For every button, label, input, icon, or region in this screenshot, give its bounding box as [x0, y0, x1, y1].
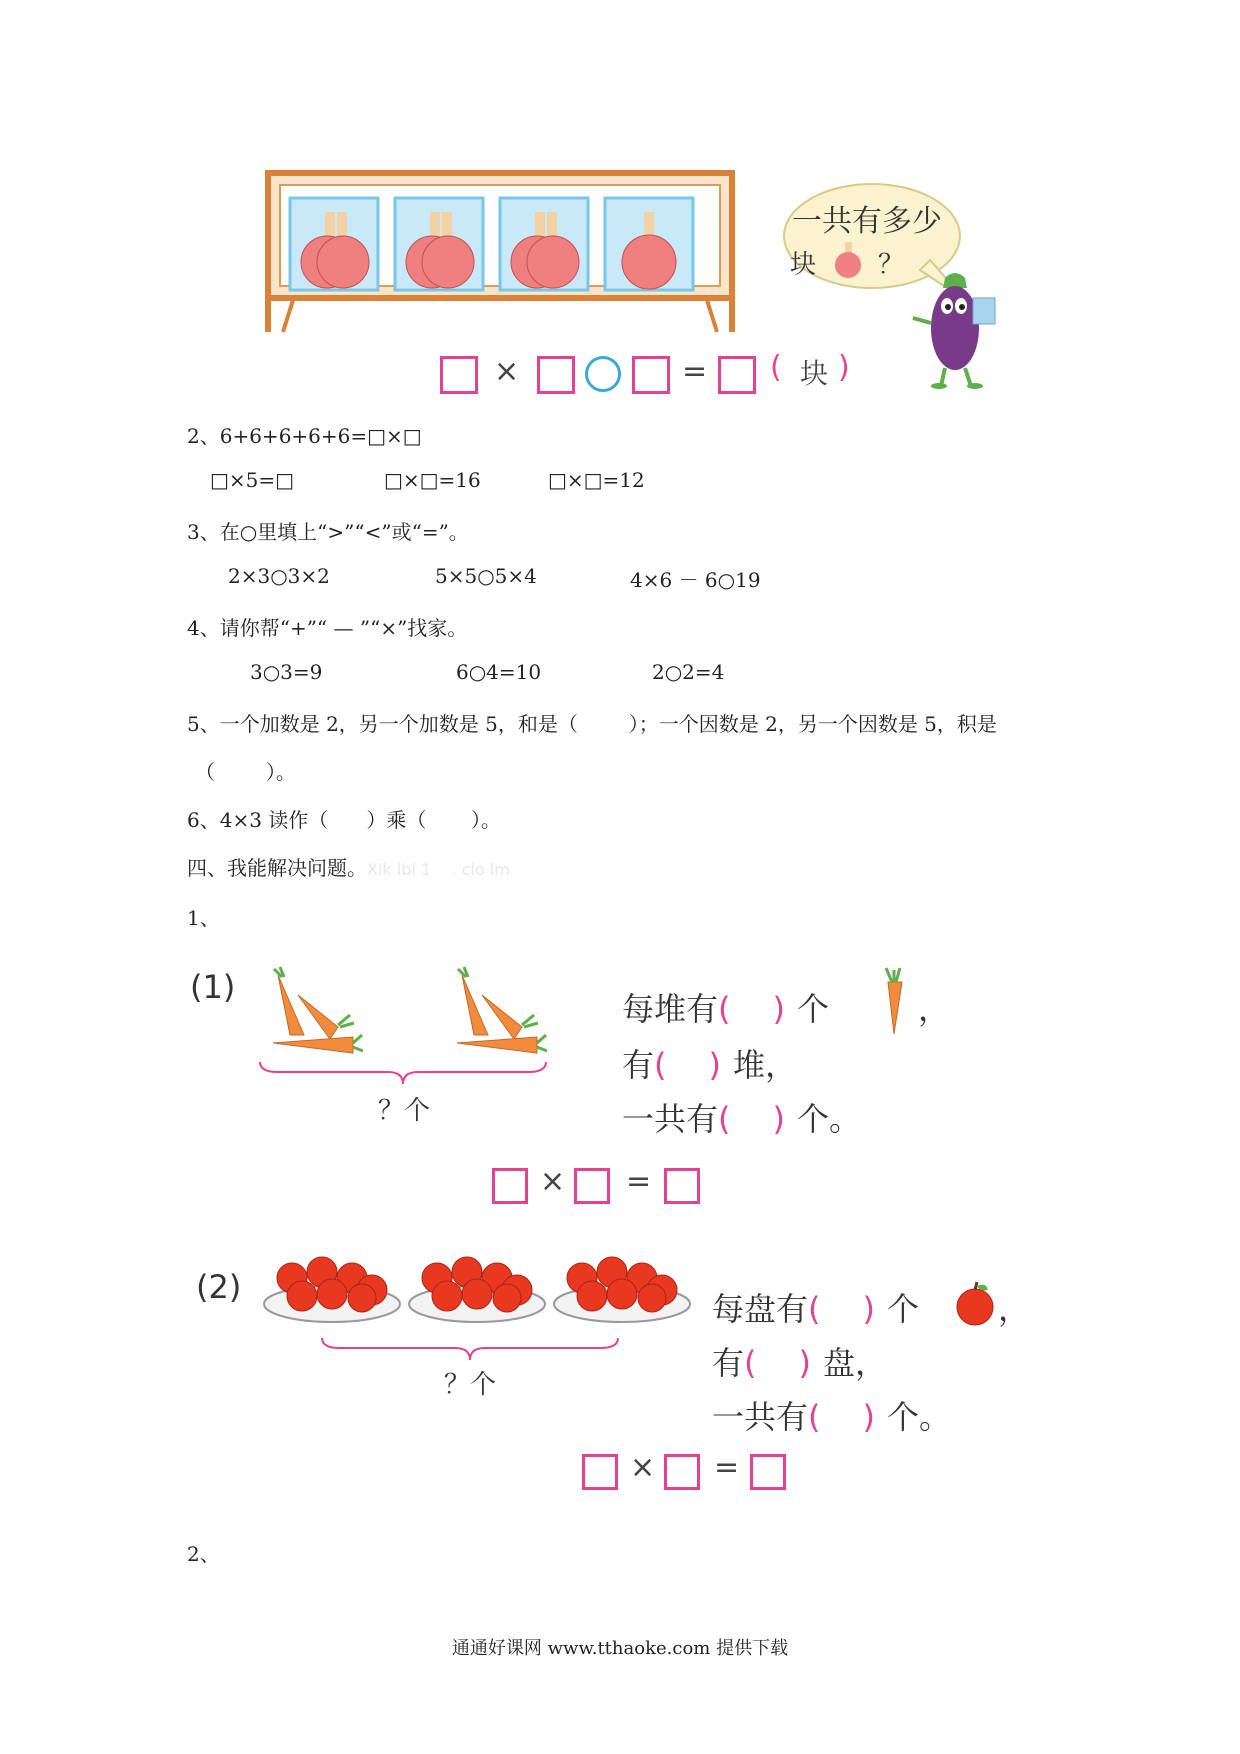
paren-close: ) [772, 990, 785, 1028]
paddle-icon [830, 240, 866, 280]
carrot-line2-a: 有 [622, 1046, 655, 1084]
paren-close: ) [838, 350, 850, 385]
q2-c: □×□=12 [548, 468, 645, 492]
q3-c: 4×6 － 6○19 [630, 568, 761, 592]
answer-box[interactable] [632, 356, 670, 394]
equals-sign: = [714, 1450, 740, 1485]
q2-a: □×5=□ [210, 468, 295, 492]
carrot-line-1 [622, 984, 829, 1030]
apple-line-2 [712, 1338, 887, 1384]
paddle-box [290, 198, 378, 290]
section4-title-text: 四、我能解决问题。 [187, 856, 367, 880]
apple-line3-a: 一共有 [712, 1398, 809, 1436]
answer-box[interactable] [750, 1454, 786, 1490]
paren-close: ) [798, 1344, 811, 1382]
answer-box[interactable] [664, 1454, 700, 1490]
equals-sign: = [682, 354, 708, 389]
answer-box[interactable] [574, 1168, 610, 1204]
apple-line3-b: 个。 [886, 1398, 951, 1436]
answer-circle[interactable] [585, 356, 621, 392]
carrot-line1-c: ， [918, 990, 951, 1028]
times-sign: × [540, 1164, 566, 1199]
eggplant-character-icon [905, 268, 1010, 390]
paddle-box [500, 198, 588, 290]
paren-open: ( [744, 1344, 757, 1382]
q6: 6、4×3 读作（ ）乘（ ）。 [187, 808, 501, 832]
q3-b: 5×5○5×4 [435, 564, 537, 588]
q4-a: 3○3=9 [250, 660, 323, 684]
apple-line2-b: 盘， [822, 1344, 887, 1382]
q4-c: 2○2=4 [652, 660, 725, 684]
paren-open: ( [808, 1290, 821, 1328]
answer-box[interactable] [537, 356, 575, 394]
times-sign: × [630, 1450, 656, 1485]
paren-close: ) [708, 1046, 721, 1084]
problem-2-label: 2、 [187, 1542, 220, 1566]
answer-box[interactable] [492, 1168, 528, 1204]
paren-close: ) [862, 1398, 875, 1436]
paren-open: ( [654, 1046, 667, 1084]
paddle-box [605, 198, 693, 290]
apple-total: ？个 [444, 1370, 497, 1400]
footer: 通通好课网 www.tthaoke.com 提供下载 [451, 1638, 789, 1659]
q4-title: 4、请你帮“+”“ — ”“×”找家。 [187, 616, 468, 640]
answer-box[interactable] [664, 1168, 700, 1204]
carrot-line3-a: 一共有 [622, 1100, 719, 1138]
carrot-group [452, 965, 547, 1060]
section4-title [187, 852, 510, 881]
carrot-line3-b: 个。 [796, 1100, 861, 1138]
paren-open: ( [770, 350, 782, 385]
carrot-total: ？个 [378, 1096, 431, 1126]
carrot-line-3 [622, 1094, 861, 1140]
problem-1-label: 1、 [187, 906, 220, 930]
answer-box[interactable] [582, 1454, 618, 1490]
paren-open: ( [718, 1100, 731, 1138]
q3-a: 2×3○3×2 [228, 564, 330, 588]
apple-plate-group [262, 1248, 692, 1328]
apple-problem-label: (2) [196, 1268, 242, 1306]
brace [258, 1060, 548, 1086]
carrot-line1-a: 每堆有 [622, 990, 719, 1028]
q2-title: 2、6+6+6+6+6=□×□ [187, 424, 422, 448]
carrot-problem-label: (1) [190, 968, 236, 1006]
paddle-illustration [265, 170, 735, 335]
carrot-line2-b: 堆， [732, 1046, 797, 1084]
carrot-icon [874, 966, 914, 1036]
carrot-line-2 [622, 1040, 797, 1086]
equals-sign: = [626, 1164, 652, 1199]
brace [320, 1336, 620, 1362]
carrot-group [268, 965, 363, 1060]
apple-line1-c: ， [998, 1290, 1031, 1328]
apple-line-3 [712, 1392, 951, 1438]
paddle-box [395, 198, 483, 290]
answer-box[interactable] [440, 356, 478, 394]
speech-line-2-end: ？ [878, 250, 905, 280]
answer-box[interactable] [718, 356, 756, 394]
carrot-line1-b: 个 [796, 990, 829, 1028]
paren-close: ) [772, 1100, 785, 1138]
apple-icon [952, 1280, 998, 1326]
q2-b: □×□=16 [384, 468, 481, 492]
watermark-text: Xlk lbl 1 . clo lm [367, 860, 510, 879]
times-sign: × [494, 354, 520, 389]
speech-line-2-start: 块 [790, 250, 817, 280]
q4-b: 6○4=10 [456, 660, 542, 684]
q5-line-1: 5、一个加数是 2，另一个加数是 5，和是（ ）；一个因数是 2，另一个因数是 5，积是 [187, 712, 997, 736]
apple-line2-a: 有 [712, 1344, 745, 1382]
paren-open: ( [808, 1398, 821, 1436]
paren-open: ( [718, 990, 731, 1028]
speech-line-1: 一共有多少 [792, 204, 942, 239]
q5-line-2: （ ）。 [195, 760, 296, 784]
paren-close: ) [862, 1290, 875, 1328]
apple-line1-b: 个 [886, 1290, 919, 1328]
apple-line1-a: 每盘有 [712, 1290, 809, 1328]
q3-title: 3、在○里填上“>”“<”或“=”。 [187, 520, 469, 544]
apple-line-1 [712, 1284, 919, 1330]
unit-label: 块 [800, 357, 829, 390]
